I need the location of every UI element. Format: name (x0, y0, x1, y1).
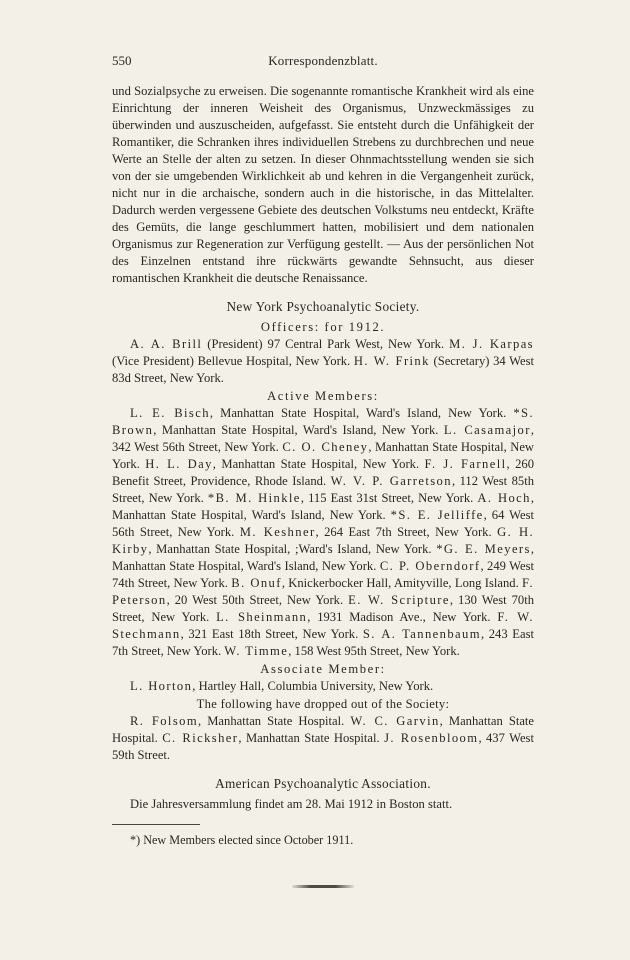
dropped-members-heading: The following have dropped out of the Society: (196, 697, 450, 711)
member-details: , 20 West 50th Street, New York. (166, 593, 349, 607)
member-name: L. Horton (130, 679, 193, 693)
member-name: A. A. Brill (130, 337, 203, 351)
member-name: L. Sheinmann (216, 610, 308, 624)
member-name: E. W. Scripture (348, 593, 450, 607)
officers-list (112, 336, 534, 387)
member-details: , Manhattan State Hospital. (112, 714, 535, 745)
member-details: , 243 East 7th Street, New York. (112, 627, 534, 658)
member-details: , 64 West 56th Street, New York. (112, 508, 535, 539)
member-name: W. Timme (224, 644, 289, 658)
member-name: *B. M. Hinkle (207, 491, 301, 505)
member-name: H. W. Frink (353, 354, 430, 368)
member-details: , 130 West 70th Street, New York. (112, 593, 535, 624)
member-name: B. Onuf (231, 576, 282, 590)
member-name: F. J. Farnell (424, 457, 507, 471)
member-name: S. A. Tannenbaum (362, 627, 481, 641)
member-details: , Manhattan State Hospital, Ward's Island, New York. (153, 423, 444, 437)
end-ornament-rule (292, 885, 354, 888)
member-details: (Secretary) 34 West 83d Street, New York. (112, 354, 534, 385)
member-details: , Manhattan State Hospital, Ward's Island, New York. (209, 406, 514, 420)
american-association-title: American Psychoanalytic Association. (215, 776, 431, 791)
member-details: , Knickerbocker Hall, Amityville, Long Island. (281, 576, 523, 590)
member-details: , 260 Benefit Street, Providence, Rhode Island. (112, 457, 534, 488)
member-name: *G. E. Meyers (436, 542, 531, 556)
footnote: *) New Members elected since October 1911. (130, 833, 354, 847)
member-details: , 264 East 7th Street, New York. (315, 525, 498, 539)
associate-members-list (112, 678, 534, 695)
member-name: *S. E. Jelliffe (390, 508, 484, 522)
member-details: , Manhattan State Hospital, New York. (112, 440, 535, 471)
dropped-members-list (112, 713, 534, 764)
american-association-text: Die Jahresversammlung findet am 28. Mai 1912 in Boston statt. (130, 797, 453, 811)
member-name: J. Rosenbloom (384, 731, 479, 745)
member-name: F. Peterson (112, 576, 534, 607)
member-name: C. O. Cheney (282, 440, 369, 454)
active-members-list (112, 405, 534, 660)
member-name: W. V. P. Garretson (330, 474, 452, 488)
member-name: *S. Brown (112, 406, 534, 437)
member-details: , Hartley Hall, Columbia University, New York. (192, 679, 434, 693)
member-name: L. Casamajor (443, 423, 531, 437)
member-details: , Manhattan State Hospital, Ward's Island, New York. (112, 542, 534, 573)
page-header (112, 52, 534, 72)
page-number: 550 (112, 53, 132, 68)
member-details: , Manhattan State Hospital. (238, 731, 385, 745)
member-details: , Manhattan State Hospital, Ward's Island, New York. (112, 491, 534, 522)
member-name: A. Hoch (477, 491, 531, 505)
footnote-divider (112, 824, 200, 825)
member-name: L. E. Bisch (130, 406, 210, 420)
member-details: , 1931 Madison Ave., New York. (307, 610, 498, 624)
member-details: (Vice President) Bellevue Hospital, New York. (112, 354, 354, 368)
member-name: R. Folsom (130, 714, 199, 728)
member-name: M. Keshner (239, 525, 316, 539)
member-details: , Manhattan State Hospital. (198, 714, 351, 728)
member-details: , 321 East 18th Street, New York. (180, 627, 363, 641)
member-name: C. P. Oberndorf (379, 559, 481, 573)
member-name: C. Ricksher (162, 731, 239, 745)
officers-heading: Officers: for 1912. (260, 320, 386, 334)
intro-paragraph: und Sozialpsyche zu erweisen. Die sogenannte romantische Krankheit wird als eine Einrichtung der inneren Weisheit des Organismus, Unzweckmässiges zu überwinden und auszuscheiden, aufgefasst. Sie entsteht durch die Unfähigkeit der Romantiker, die Schranken ihres individuellen Strebens zu durchbrechen und neue Werte an Stelle der alten zu setzen. In dieser Ohnmachtsstellung wenden sie sich von der sie umgebenden Wirklichkeit ab und kehren in die Vergangenheit zurück, nicht nur in die archaische, sondern auch in die historische, in das Mittelalter. Dadurch werden vergessene Gebiete des deutschen Volkstums neu entdeckt, Kräfte des Gemüts, die lange geschlummert hatten, mobilisiert und dem nationalen Organismus zur Regeneration zur Verfügung gestellt. — Aus der persönlichen Not des Einzelnen entstand ihre rückwärts gewandte Sehnsucht, aus dieser romantischen Krankheit die deutsche Renaissance. (112, 84, 534, 285)
active-members-heading: Active Members: (267, 389, 379, 403)
member-details: , 342 West 56th Street, New York. (112, 423, 534, 454)
member-details: , 112 West 85th Street, New York. (112, 474, 535, 505)
member-name: W. C. Garvin (350, 714, 440, 728)
ny-society-title: New York Psychoanalytic Society. (226, 299, 420, 314)
member-details: , 115 East 31st Street, New York. (300, 491, 478, 505)
member-details: , Manhattan State Hospital, New York. (212, 457, 425, 471)
member-name: M. J. Karpas (449, 337, 534, 351)
member-details: , 249 West 74th Street, New York. (112, 559, 534, 590)
associate-member-heading: Associate Member: (260, 662, 386, 676)
member-details: (President) 97 Central Park West, New York. (202, 337, 450, 351)
member-details: , 158 West 95th Street, New York. (288, 644, 460, 658)
running-title: Korrespondenzblatt. (268, 53, 378, 68)
journal-page (112, 52, 534, 888)
member-details: , 437 West 59th Street. (112, 731, 534, 762)
member-details: , Manhattan State Hospital, ;Ward's Island, New York. (148, 542, 437, 556)
member-name: F. W. Stechmann (112, 610, 534, 641)
member-name: H. L. Day (145, 457, 213, 471)
member-name: G. H. Kirby (112, 525, 535, 556)
